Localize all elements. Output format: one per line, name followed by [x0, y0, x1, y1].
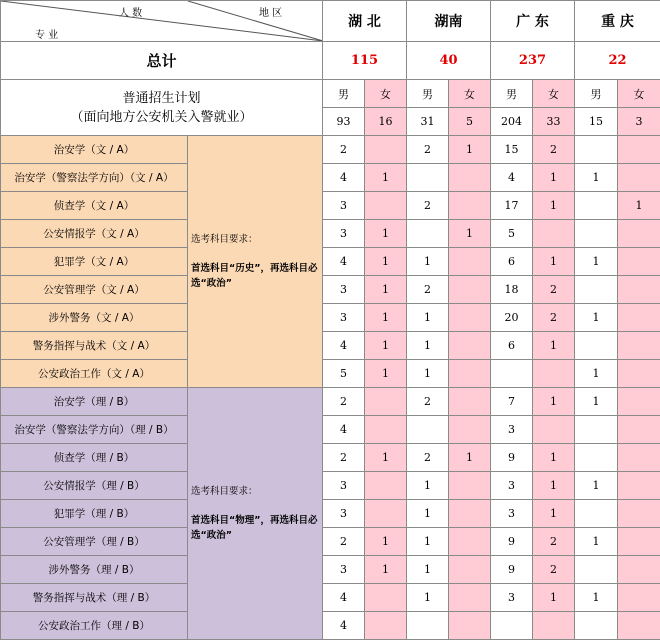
male-count-cell — [407, 164, 449, 192]
male-count-cell: 4 — [323, 612, 365, 640]
corner-label-renshu: 人 数 — [119, 8, 143, 19]
female-count-cell: 1 — [449, 220, 491, 248]
female-count-cell — [365, 472, 407, 500]
male-count-cell: 3 — [323, 276, 365, 304]
female-count-cell — [618, 360, 660, 388]
major-name: 公安情报学（文 / A） — [1, 220, 188, 248]
region-chongqing: 重 庆 — [575, 1, 660, 42]
subtotal-cell: 204 — [491, 108, 533, 136]
male-count-cell — [575, 444, 618, 472]
male-count-cell: 1 — [407, 500, 449, 528]
male-count-cell: 5 — [491, 220, 533, 248]
subtotal-cell: 3 — [618, 108, 660, 136]
female-count-cell — [618, 164, 660, 192]
plan-title-line1: 普通招生计划 — [122, 90, 201, 106]
table-row — [1, 360, 660, 388]
major-name: 治安学（文 / A） — [1, 136, 188, 164]
female-count-cell: 2 — [533, 304, 575, 332]
major-name: 侦查学（文 / A） — [1, 192, 188, 220]
female-count-cell: 1 — [365, 360, 407, 388]
gender-female: 女 — [365, 80, 407, 108]
female-count-cell: 1 — [365, 556, 407, 584]
region-hunan: 湖南 — [407, 1, 491, 42]
female-count-cell — [449, 276, 491, 304]
male-count-cell: 1 — [407, 304, 449, 332]
male-count-cell — [575, 416, 618, 444]
male-count-cell: 1 — [575, 304, 618, 332]
male-count-cell: 1 — [575, 248, 618, 276]
male-count-cell: 3 — [491, 416, 533, 444]
male-count-cell: 4 — [491, 164, 533, 192]
female-count-cell — [449, 304, 491, 332]
female-count-cell — [533, 416, 575, 444]
female-count-cell — [618, 472, 660, 500]
subtotal-cell: 15 — [575, 108, 618, 136]
male-count-cell: 18 — [491, 276, 533, 304]
male-count-cell: 4 — [323, 332, 365, 360]
female-count-cell — [365, 416, 407, 444]
male-count-cell: 1 — [575, 388, 618, 416]
male-count-cell — [575, 192, 618, 220]
subtotal-cell: 31 — [407, 108, 449, 136]
female-count-cell: 1 — [533, 164, 575, 192]
table-row — [1, 584, 660, 612]
female-count-cell — [618, 444, 660, 472]
female-count-cell: 1 — [365, 304, 407, 332]
male-count-cell: 3 — [323, 192, 365, 220]
male-count-cell: 2 — [323, 388, 365, 416]
male-count-cell — [575, 556, 618, 584]
male-count-cell: 9 — [491, 556, 533, 584]
female-count-cell — [365, 584, 407, 612]
female-count-cell — [449, 528, 491, 556]
female-count-cell: 2 — [533, 556, 575, 584]
male-count-cell — [407, 416, 449, 444]
female-count-cell — [618, 584, 660, 612]
table-row — [1, 276, 660, 304]
corner-label-diqu: 地 区 — [259, 8, 283, 19]
female-count-cell: 1 — [365, 276, 407, 304]
major-name: 治安学（警察法学方向）（理 / B） — [1, 416, 188, 444]
table-row — [1, 220, 660, 248]
female-count-cell — [449, 164, 491, 192]
female-count-cell: 1 — [533, 584, 575, 612]
gender-female: 女 — [618, 80, 660, 108]
male-count-cell: 1 — [575, 360, 618, 388]
total-guangdong: 237 — [491, 42, 575, 80]
female-count-cell — [533, 360, 575, 388]
table-row — [1, 612, 660, 640]
female-count-cell: 1 — [533, 472, 575, 500]
female-count-cell: 2 — [533, 276, 575, 304]
plan-title-line2: （面向地方公安机关入警就业） — [70, 109, 253, 125]
major-name: 警务指挥与战术（理 / B） — [1, 584, 188, 612]
gender-male: 男 — [407, 80, 449, 108]
major-name: 犯罪学（理 / B） — [1, 500, 188, 528]
major-name: 警务指挥与战术（文 / A） — [1, 332, 188, 360]
female-count-cell — [365, 388, 407, 416]
female-count-cell — [533, 220, 575, 248]
male-count-cell: 1 — [575, 584, 618, 612]
gender-female: 女 — [533, 80, 575, 108]
requirement-title: 选考科目要求： — [191, 486, 258, 497]
table-row — [1, 556, 660, 584]
male-count-cell: 2 — [323, 528, 365, 556]
female-count-cell — [365, 136, 407, 164]
major-name: 公安情报学（理 / B） — [1, 472, 188, 500]
male-count-cell — [575, 220, 618, 248]
female-count-cell — [533, 612, 575, 640]
female-count-cell: 1 — [533, 332, 575, 360]
major-name: 治安学（理 / B） — [1, 388, 188, 416]
male-count-cell: 1 — [407, 360, 449, 388]
region-hubei: 湖 北 — [323, 1, 407, 42]
female-count-cell: 2 — [533, 528, 575, 556]
female-count-cell — [618, 416, 660, 444]
female-count-cell — [449, 500, 491, 528]
female-count-cell — [618, 248, 660, 276]
region-guangdong: 广 东 — [491, 1, 575, 42]
table-row — [1, 304, 660, 332]
corner-header — [1, 1, 323, 42]
male-count-cell: 4 — [323, 584, 365, 612]
male-count-cell: 6 — [491, 332, 533, 360]
major-name: 涉外警务（理 / B） — [1, 556, 188, 584]
female-count-cell: 1 — [533, 500, 575, 528]
male-count-cell — [575, 500, 618, 528]
female-count-cell: 1 — [618, 192, 660, 220]
female-count-cell: 1 — [365, 528, 407, 556]
female-count-cell — [449, 612, 491, 640]
table-row — [1, 500, 660, 528]
gender-female: 女 — [449, 80, 491, 108]
female-count-cell — [449, 472, 491, 500]
male-count-cell: 2 — [407, 192, 449, 220]
female-count-cell: 1 — [365, 444, 407, 472]
female-count-cell — [449, 584, 491, 612]
gender-male: 男 — [491, 80, 533, 108]
male-count-cell — [575, 276, 618, 304]
male-count-cell: 2 — [323, 444, 365, 472]
gender-row — [1, 80, 660, 108]
female-count-cell: 1 — [533, 192, 575, 220]
female-count-cell — [618, 220, 660, 248]
total-row — [1, 42, 660, 80]
subtotal-cell: 93 — [323, 108, 365, 136]
male-count-cell: 15 — [491, 136, 533, 164]
male-count-cell: 3 — [323, 500, 365, 528]
female-count-cell — [449, 360, 491, 388]
subtotal-cell: 5 — [449, 108, 491, 136]
male-count-cell: 1 — [407, 556, 449, 584]
female-count-cell: 1 — [365, 332, 407, 360]
female-count-cell — [618, 332, 660, 360]
male-count-cell: 2 — [407, 136, 449, 164]
male-count-cell: 1 — [407, 584, 449, 612]
male-count-cell: 1 — [575, 528, 618, 556]
male-count-cell: 3 — [323, 472, 365, 500]
female-count-cell — [449, 332, 491, 360]
male-count-cell: 20 — [491, 304, 533, 332]
male-count-cell: 2 — [407, 444, 449, 472]
female-count-cell — [618, 612, 660, 640]
total-hubei: 115 — [323, 42, 407, 80]
female-count-cell — [618, 556, 660, 584]
female-count-cell — [618, 276, 660, 304]
major-name: 治安学（警察法学方向）（文 / A） — [1, 164, 188, 192]
female-count-cell — [618, 136, 660, 164]
male-count-cell: 2 — [407, 388, 449, 416]
table-row — [1, 388, 660, 416]
male-count-cell — [491, 612, 533, 640]
gender-male: 男 — [575, 80, 618, 108]
female-count-cell: 1 — [449, 444, 491, 472]
male-count-cell: 9 — [491, 528, 533, 556]
requirement-body: 首选科目“物理”，再选科目必选“政治” — [191, 515, 318, 541]
subject-requirement-wen — [188, 136, 323, 388]
male-count-cell — [575, 332, 618, 360]
male-count-cell: 1 — [407, 332, 449, 360]
table-row — [1, 416, 660, 444]
female-count-cell: 1 — [533, 388, 575, 416]
male-count-cell: 1 — [575, 164, 618, 192]
major-name: 公安管理学（文 / A） — [1, 276, 188, 304]
female-count-cell: 2 — [533, 136, 575, 164]
female-count-cell — [449, 556, 491, 584]
female-count-cell: 1 — [365, 164, 407, 192]
male-count-cell: 3 — [323, 304, 365, 332]
male-count-cell: 6 — [491, 248, 533, 276]
male-count-cell: 3 — [323, 220, 365, 248]
table-row — [1, 472, 660, 500]
gender-male: 男 — [323, 80, 365, 108]
female-count-cell — [449, 416, 491, 444]
male-count-cell: 3 — [323, 556, 365, 584]
male-count-cell: 3 — [491, 500, 533, 528]
major-name: 侦查学（理 / B） — [1, 444, 188, 472]
female-count-cell — [449, 248, 491, 276]
header-row — [1, 1, 660, 42]
male-count-cell — [491, 360, 533, 388]
male-count-cell: 2 — [323, 136, 365, 164]
subtotal-cell: 16 — [365, 108, 407, 136]
table-row — [1, 528, 660, 556]
female-count-cell — [365, 612, 407, 640]
male-count-cell: 3 — [491, 472, 533, 500]
male-count-cell — [407, 612, 449, 640]
male-count-cell: 2 — [407, 276, 449, 304]
plan-title — [1, 80, 323, 136]
major-name: 涉外警务（文 / A） — [1, 304, 188, 332]
table-row — [1, 444, 660, 472]
male-count-cell: 1 — [407, 528, 449, 556]
major-name: 公安政治工作（理 / B） — [1, 612, 188, 640]
male-count-cell: 1 — [407, 472, 449, 500]
male-count-cell: 1 — [407, 248, 449, 276]
table-row — [1, 248, 660, 276]
male-count-cell — [575, 612, 618, 640]
major-name: 公安管理学（理 / B） — [1, 528, 188, 556]
total-chongqing: 22 — [575, 42, 660, 80]
major-name: 公安政治工作（文 / A） — [1, 360, 188, 388]
table-row — [1, 192, 660, 220]
requirement-body: 首选科目“历史”，再选科目必选“政治” — [191, 263, 318, 289]
table-row — [1, 164, 660, 192]
female-count-cell: 1 — [533, 248, 575, 276]
female-count-cell — [618, 528, 660, 556]
table-row — [1, 332, 660, 360]
male-count-cell — [407, 220, 449, 248]
table-row — [1, 136, 660, 164]
male-count-cell: 4 — [323, 248, 365, 276]
female-count-cell — [618, 388, 660, 416]
subtotal-cell: 33 — [533, 108, 575, 136]
female-count-cell: 1 — [533, 444, 575, 472]
male-count-cell — [575, 136, 618, 164]
female-count-cell — [618, 500, 660, 528]
total-label: 总计 — [1, 42, 323, 80]
female-count-cell — [449, 192, 491, 220]
female-count-cell — [365, 500, 407, 528]
male-count-cell: 17 — [491, 192, 533, 220]
total-hunan: 40 — [407, 42, 491, 80]
male-count-cell: 5 — [323, 360, 365, 388]
male-count-cell: 7 — [491, 388, 533, 416]
female-count-cell — [618, 304, 660, 332]
female-count-cell — [449, 388, 491, 416]
subject-requirement-li — [188, 388, 323, 640]
female-count-cell: 1 — [449, 136, 491, 164]
major-name: 犯罪学（文 / A） — [1, 248, 188, 276]
male-count-cell: 4 — [323, 416, 365, 444]
corner-label-zhuanye: 专 业 — [35, 30, 59, 41]
male-count-cell: 3 — [491, 584, 533, 612]
requirement-title: 选考科目要求： — [191, 234, 258, 245]
female-count-cell — [365, 192, 407, 220]
female-count-cell: 1 — [365, 248, 407, 276]
male-count-cell: 4 — [323, 164, 365, 192]
male-count-cell: 9 — [491, 444, 533, 472]
male-count-cell: 1 — [575, 472, 618, 500]
female-count-cell: 1 — [365, 220, 407, 248]
